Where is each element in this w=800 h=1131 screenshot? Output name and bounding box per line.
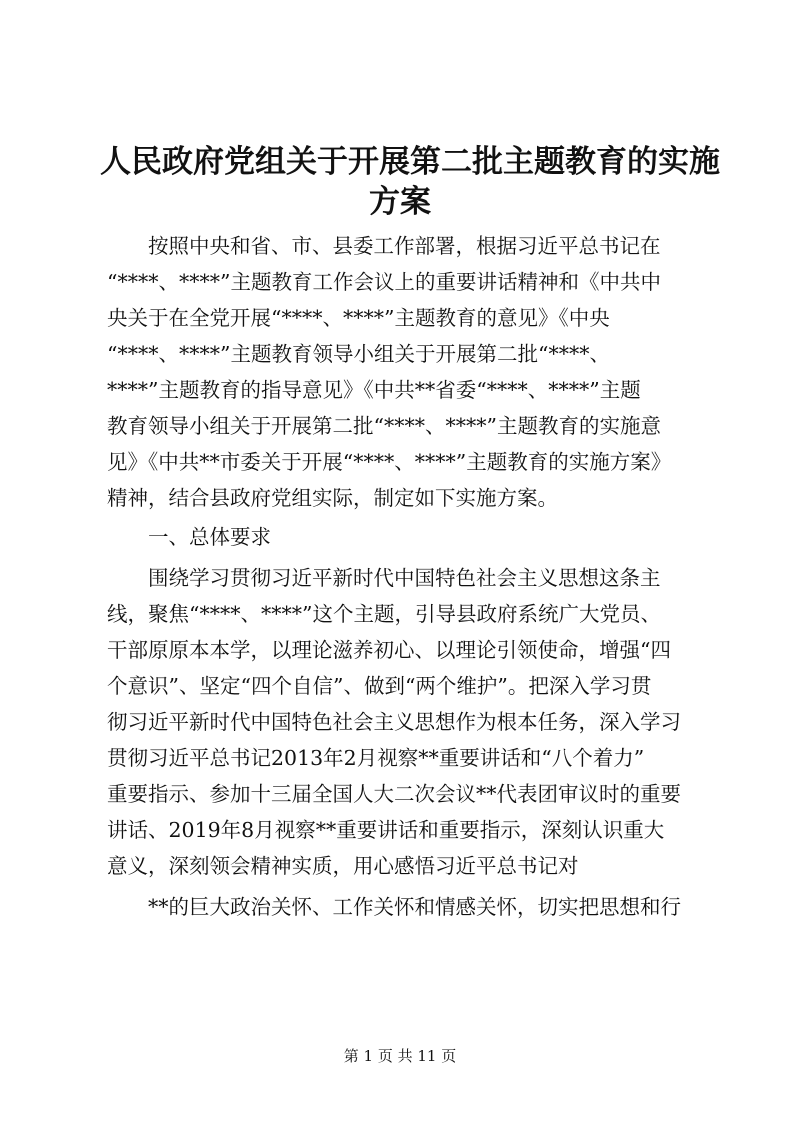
paragraph-line: 见》《中共**市委关于开展“****、****”主题教育的实施方案》 <box>107 450 672 474</box>
page-number-footer: 第 1 页 共 11 页 <box>343 1047 457 1065</box>
document-title-line-2: 方案 <box>369 184 431 220</box>
paragraph-line: 教育领导小组关于开展第二批“****、****”主题教育的实施意 <box>107 414 661 438</box>
paragraph-line: 个意识”、坚定“四个自信”、做到“两个维护”。把深入学习贯 <box>107 674 652 698</box>
paragraph-line: 央关于在全党开展“****、****”主题教育的意见》《中央 <box>107 306 610 330</box>
paragraph-line: “****、****”主题教育领导小组关于开展第二批“****、 <box>107 342 610 366</box>
paragraph-line: 彻习近平新时代中国特色社会主义思想作为根本任务，深入学习 <box>107 710 681 734</box>
paragraph-line: 重要指示、参加十三届全国人大二次会议**代表团审议时的重要 <box>107 782 681 806</box>
paragraph-line: 按照中央和省、市、县委工作部署，根据习近平总书记在 <box>148 234 661 258</box>
paragraph-line: 围绕学习贯彻习近平新时代中国特色社会主义思想这条主 <box>148 566 661 590</box>
paragraph-line: ****”主题教育的指导意见》《中共**省委“****、****”主题 <box>107 378 641 402</box>
paragraph-line: 意义，深刻领会精神实质，用心感悟习近平总书记对 <box>107 854 579 878</box>
paragraph-line: 贯彻习近平总书记2013年2月视察**重要讲话和“八个着力” <box>107 746 645 770</box>
paragraph-line: 讲话、2019年8月视察**重要讲话和重要指示，深刻认识重大 <box>107 818 665 842</box>
document-title-line-1: 人民政府党组关于开展第二批主题教育的实施 <box>100 144 720 180</box>
paragraph-line: “****、****”主题教育工作会议上的重要讲话精神和《中共中 <box>107 270 661 294</box>
paragraph-line: **的巨大政治关怀、工作关怀和情感关怀，切实把思想和行 <box>148 895 681 919</box>
section-heading: 一、总体要求 <box>148 525 271 549</box>
paragraph-line: 精神，结合县政府党组实际，制定如下实施方案。 <box>107 486 558 510</box>
paragraph-line: 干部原原本本学，以理论滋养初心、以理论引领使命，增强“四 <box>107 638 671 662</box>
paragraph-line: 线，聚焦“****、****”这个主题，引导县政府系统广大党员、 <box>107 602 661 626</box>
